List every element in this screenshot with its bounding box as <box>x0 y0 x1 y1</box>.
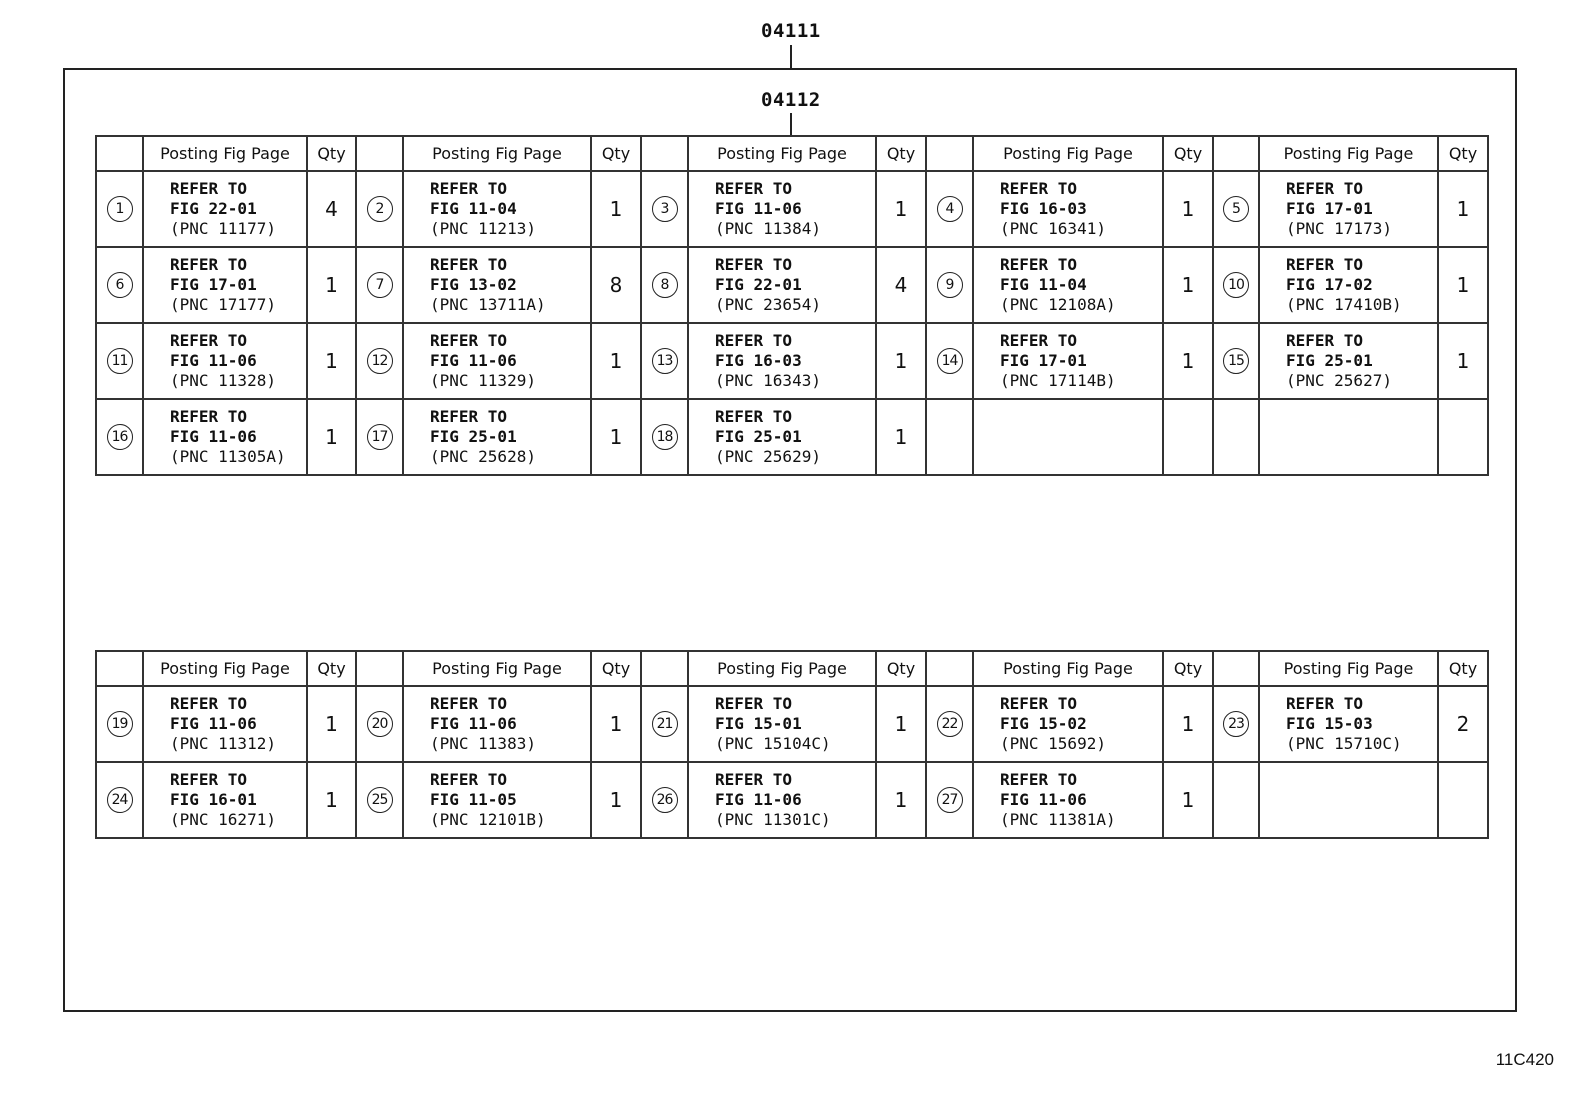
header-qty: Qty <box>876 651 926 686</box>
reference-line3: (PNC 11384) <box>715 219 821 238</box>
item-number-circle: 22 <box>937 711 963 737</box>
qty-cell: 1 <box>307 399 356 475</box>
reference-line3: (PNC 11329) <box>430 371 536 390</box>
reference-line1: REFER TO <box>1286 694 1364 713</box>
table-row <box>96 171 1488 247</box>
item-number-cell <box>1213 399 1259 475</box>
table-row <box>96 399 1488 475</box>
qty-cell: 1 <box>591 399 641 475</box>
header-blank <box>1213 651 1259 686</box>
item-number-circle: 16 <box>107 424 133 450</box>
posting-fig-page-cell <box>1259 171 1438 247</box>
reference-line1: REFER TO <box>430 331 508 350</box>
header-blank <box>96 651 143 686</box>
qty-cell: 1 <box>1163 686 1213 762</box>
reference-line3: (PNC 16271) <box>170 810 276 829</box>
header-posting-fig-page: Posting Fig Page <box>403 651 591 686</box>
header-posting-fig-page: Posting Fig Page <box>143 136 307 171</box>
reference-line3: (PNC 12108A) <box>1000 295 1116 314</box>
item-number-cell <box>641 762 688 838</box>
item-number-circle: 9 <box>937 272 963 298</box>
figure-code: 11C420 <box>1495 1050 1554 1069</box>
posting-fig-page-cell <box>403 171 591 247</box>
item-number-circle: 11 <box>107 348 133 374</box>
posting-fig-page-cell <box>688 686 876 762</box>
posting-fig-page-cell <box>403 247 591 323</box>
item-number-cell <box>356 171 403 247</box>
item-number-cell <box>641 171 688 247</box>
qty-cell: 1 <box>876 171 926 247</box>
reference-line1: REFER TO <box>170 407 248 426</box>
reference-line3: (PNC 11301C) <box>715 810 831 829</box>
item-number-cell <box>926 399 973 475</box>
header-qty: Qty <box>307 136 356 171</box>
header-qty: Qty <box>307 651 356 686</box>
header-blank <box>356 651 403 686</box>
reference-line3: (PNC 11312) <box>170 734 276 753</box>
reference-line1: REFER TO <box>1000 331 1078 350</box>
header-posting-fig-page: Posting Fig Page <box>403 136 591 171</box>
item-number-cell <box>96 171 143 247</box>
reference-line1: REFER TO <box>430 770 508 789</box>
header-qty: Qty <box>591 136 641 171</box>
header-posting-fig-page: Posting Fig Page <box>1259 651 1438 686</box>
reference-line2: FIG 16-03 <box>1000 199 1087 218</box>
qty-cell <box>1163 399 1213 475</box>
reference-line3: (PNC 25629) <box>715 447 821 466</box>
header-posting-fig-page: Posting Fig Page <box>143 651 307 686</box>
item-number-cell <box>641 399 688 475</box>
posting-fig-page-cell <box>143 171 307 247</box>
reference-line1: REFER TO <box>1286 331 1364 350</box>
header-posting-fig-page: Posting Fig Page <box>973 136 1163 171</box>
item-number-circle: 14 <box>937 348 963 374</box>
assembly-code-label: 04111 <box>761 20 821 42</box>
reference-line3: (PNC 25627) <box>1286 371 1392 390</box>
reference-line1: REFER TO <box>170 770 248 789</box>
reference-line3: (PNC 11305A) <box>170 447 286 466</box>
item-number-cell <box>1213 686 1259 762</box>
header-posting-fig-page: Posting Fig Page <box>688 136 876 171</box>
reference-line3: (PNC 23654) <box>715 295 821 314</box>
qty-cell: 1 <box>1163 247 1213 323</box>
posting-fig-page-cell <box>973 247 1163 323</box>
qty-cell: 1 <box>1438 247 1488 323</box>
posting-fig-page-cell <box>1259 399 1438 475</box>
item-number-cell <box>1213 762 1259 838</box>
header-posting-fig-page: Posting Fig Page <box>973 651 1163 686</box>
reference-line1: REFER TO <box>430 694 508 713</box>
table-row <box>96 247 1488 323</box>
posting-fig-page-cell <box>973 323 1163 399</box>
item-number-cell <box>356 399 403 475</box>
qty-cell: 1 <box>1163 762 1213 838</box>
posting-fig-page-cell <box>973 399 1163 475</box>
reference-line3: (PNC 17410B) <box>1286 295 1402 314</box>
reference-line2: FIG 22-01 <box>715 275 802 294</box>
reference-line1: REFER TO <box>1286 179 1364 198</box>
reference-line1: REFER TO <box>715 770 793 789</box>
reference-line1: REFER TO <box>1000 255 1078 274</box>
reference-line3: (PNC 17114B) <box>1000 371 1116 390</box>
posting-fig-page-cell <box>973 762 1163 838</box>
reference-line2: FIG 17-02 <box>1286 275 1373 294</box>
qty-cell: 1 <box>876 323 926 399</box>
reference-line1: REFER TO <box>715 407 793 426</box>
reference-line1: REFER TO <box>1000 179 1078 198</box>
qty-cell: 1 <box>1438 171 1488 247</box>
header-qty: Qty <box>1438 651 1488 686</box>
posting-fig-page-cell <box>143 686 307 762</box>
reference-line3: (PNC 13711A) <box>430 295 546 314</box>
qty-cell: 1 <box>591 323 641 399</box>
qty-cell: 2 <box>1438 686 1488 762</box>
header-blank <box>356 136 403 171</box>
posting-fig-page-cell <box>143 762 307 838</box>
header-blank <box>926 651 973 686</box>
posting-fig-page-cell <box>688 399 876 475</box>
item-number-cell <box>1213 247 1259 323</box>
reference-line1: REFER TO <box>715 255 793 274</box>
qty-cell <box>1438 762 1488 838</box>
reference-line1: REFER TO <box>430 179 508 198</box>
item-number-circle: 20 <box>367 711 393 737</box>
reference-line3: (PNC 15692) <box>1000 734 1106 753</box>
reference-line3: (PNC 11381A) <box>1000 810 1116 829</box>
header-blank <box>96 136 143 171</box>
reference-line2: FIG 17-01 <box>1000 351 1087 370</box>
reference-line2: FIG 11-04 <box>1000 275 1087 294</box>
qty-cell: 1 <box>1163 323 1213 399</box>
reference-line2: FIG 11-06 <box>170 714 257 733</box>
item-number-circle: 8 <box>652 272 678 298</box>
reference-line3: (PNC 15710C) <box>1286 734 1402 753</box>
qty-cell: 1 <box>876 686 926 762</box>
item-number-circle: 27 <box>937 787 963 813</box>
reference-line3: (PNC 11328) <box>170 371 276 390</box>
posting-fig-page-cell <box>688 171 876 247</box>
qty-cell: 1 <box>591 686 641 762</box>
reference-line1: REFER TO <box>1286 255 1364 274</box>
item-number-circle: 3 <box>652 196 678 222</box>
reference-line3: (PNC 17173) <box>1286 219 1392 238</box>
posting-fig-page-cell <box>973 686 1163 762</box>
reference-line1: REFER TO <box>1000 694 1078 713</box>
qty-cell: 1 <box>876 762 926 838</box>
assembly-leader-line <box>790 45 792 68</box>
item-number-cell <box>96 247 143 323</box>
item-number-cell <box>641 247 688 323</box>
qty-cell: 4 <box>876 247 926 323</box>
item-number-circle: 24 <box>107 787 133 813</box>
reference-line2: FIG 11-06 <box>430 351 517 370</box>
posting-fig-page-cell <box>1259 323 1438 399</box>
item-number-circle: 15 <box>1223 348 1249 374</box>
reference-line1: REFER TO <box>170 255 248 274</box>
posting-fig-page-cell <box>1259 686 1438 762</box>
item-number-cell <box>96 399 143 475</box>
reference-line1: REFER TO <box>715 331 793 350</box>
reference-line1: REFER TO <box>715 179 793 198</box>
header-blank <box>926 136 973 171</box>
posting-fig-page-cell <box>688 762 876 838</box>
reference-line3: (PNC 25628) <box>430 447 536 466</box>
reference-line1: REFER TO <box>715 694 793 713</box>
header-qty: Qty <box>876 136 926 171</box>
item-number-cell <box>926 323 973 399</box>
item-number-circle: 23 <box>1223 711 1249 737</box>
reference-line2: FIG 17-01 <box>1286 199 1373 218</box>
reference-line2: FIG 11-06 <box>715 790 802 809</box>
reference-line2: FIG 11-04 <box>430 199 517 218</box>
item-number-circle: 13 <box>652 348 678 374</box>
posting-fig-page-cell <box>1259 247 1438 323</box>
subassembly-leader-line <box>790 113 792 136</box>
header-qty: Qty <box>1438 136 1488 171</box>
item-number-circle: 26 <box>652 787 678 813</box>
header-posting-fig-page: Posting Fig Page <box>688 651 876 686</box>
qty-cell: 1 <box>591 762 641 838</box>
reference-line3: (PNC 12101B) <box>430 810 546 829</box>
subassembly-code-label: 04112 <box>761 89 821 111</box>
item-number-circle: 25 <box>367 787 393 813</box>
item-number-circle: 5 <box>1223 196 1249 222</box>
table-header-row <box>96 651 1488 686</box>
posting-fig-page-cell <box>688 247 876 323</box>
reference-line2: FIG 17-01 <box>170 275 257 294</box>
reference-line2: FIG 13-02 <box>430 275 517 294</box>
posting-fig-page-cell <box>403 399 591 475</box>
reference-line2: FIG 25-01 <box>1286 351 1373 370</box>
table-row <box>96 686 1488 762</box>
reference-line2: FIG 11-06 <box>1000 790 1087 809</box>
header-blank <box>641 651 688 686</box>
item-number-cell <box>926 762 973 838</box>
item-number-cell <box>641 686 688 762</box>
item-number-cell <box>96 686 143 762</box>
item-number-cell <box>96 323 143 399</box>
item-number-circle: 6 <box>107 272 133 298</box>
qty-cell: 1 <box>307 762 356 838</box>
item-number-cell <box>1213 323 1259 399</box>
header-qty: Qty <box>1163 136 1213 171</box>
reference-line2: FIG 16-01 <box>170 790 257 809</box>
qty-cell <box>1438 399 1488 475</box>
reference-line1: REFER TO <box>170 694 248 713</box>
reference-line2: FIG 15-03 <box>1286 714 1373 733</box>
posting-fig-page-cell <box>403 323 591 399</box>
parts-reference-table-lower <box>95 650 1489 839</box>
item-number-circle: 7 <box>367 272 393 298</box>
qty-cell: 1 <box>876 399 926 475</box>
reference-line1: REFER TO <box>1000 770 1078 789</box>
reference-line2: FIG 11-06 <box>430 714 517 733</box>
item-number-circle: 10 <box>1223 272 1249 298</box>
posting-fig-page-cell <box>143 399 307 475</box>
item-number-circle: 18 <box>652 424 678 450</box>
qty-cell: 1 <box>591 171 641 247</box>
table-row <box>96 323 1488 399</box>
posting-fig-page-cell <box>1259 762 1438 838</box>
reference-line2: FIG 15-02 <box>1000 714 1087 733</box>
posting-fig-page-cell <box>403 762 591 838</box>
reference-line2: FIG 16-03 <box>715 351 802 370</box>
header-blank <box>1213 136 1259 171</box>
reference-line1: REFER TO <box>170 331 248 350</box>
reference-line2: FIG 11-05 <box>430 790 517 809</box>
item-number-cell <box>926 171 973 247</box>
posting-fig-page-cell <box>688 323 876 399</box>
table-header-row <box>96 136 1488 171</box>
item-number-circle: 1 <box>107 196 133 222</box>
item-number-circle: 2 <box>367 196 393 222</box>
qty-cell: 1 <box>307 323 356 399</box>
item-number-cell <box>926 686 973 762</box>
posting-fig-page-cell <box>143 323 307 399</box>
reference-line3: (PNC 16343) <box>715 371 821 390</box>
qty-cell: 1 <box>307 247 356 323</box>
qty-cell: 1 <box>307 686 356 762</box>
reference-line3: (PNC 15104C) <box>715 734 831 753</box>
header-qty: Qty <box>1163 651 1213 686</box>
reference-line1: REFER TO <box>430 407 508 426</box>
item-number-cell <box>641 323 688 399</box>
item-number-circle: 17 <box>367 424 393 450</box>
item-number-circle: 4 <box>937 196 963 222</box>
reference-line2: FIG 11-06 <box>170 427 257 446</box>
header-qty: Qty <box>591 651 641 686</box>
qty-cell: 8 <box>591 247 641 323</box>
table-row <box>96 762 1488 838</box>
reference-line1: REFER TO <box>170 179 248 198</box>
reference-line3: (PNC 17177) <box>170 295 276 314</box>
posting-fig-page-cell <box>973 171 1163 247</box>
qty-cell: 1 <box>1163 171 1213 247</box>
reference-line2: FIG 11-06 <box>715 199 802 218</box>
item-number-cell <box>356 247 403 323</box>
reference-line2: FIG 11-06 <box>170 351 257 370</box>
item-number-cell <box>1213 171 1259 247</box>
item-number-cell <box>356 762 403 838</box>
qty-cell: 4 <box>307 171 356 247</box>
reference-line3: (PNC 16341) <box>1000 219 1106 238</box>
item-number-cell <box>96 762 143 838</box>
item-number-circle: 12 <box>367 348 393 374</box>
posting-fig-page-cell <box>143 247 307 323</box>
reference-line1: REFER TO <box>430 255 508 274</box>
item-number-circle: 19 <box>107 711 133 737</box>
item-number-cell <box>356 686 403 762</box>
header-blank <box>641 136 688 171</box>
reference-line3: (PNC 11213) <box>430 219 536 238</box>
item-number-cell <box>356 323 403 399</box>
header-posting-fig-page: Posting Fig Page <box>1259 136 1438 171</box>
parts-reference-table-upper <box>95 135 1489 476</box>
reference-line3: (PNC 11383) <box>430 734 536 753</box>
item-number-circle: 21 <box>652 711 678 737</box>
reference-line2: FIG 15-01 <box>715 714 802 733</box>
qty-cell: 1 <box>1438 323 1488 399</box>
item-number-cell <box>926 247 973 323</box>
reference-line2: FIG 25-01 <box>430 427 517 446</box>
posting-fig-page-cell <box>403 686 591 762</box>
reference-line3: (PNC 11177) <box>170 219 276 238</box>
reference-line2: FIG 22-01 <box>170 199 257 218</box>
reference-line2: FIG 25-01 <box>715 427 802 446</box>
